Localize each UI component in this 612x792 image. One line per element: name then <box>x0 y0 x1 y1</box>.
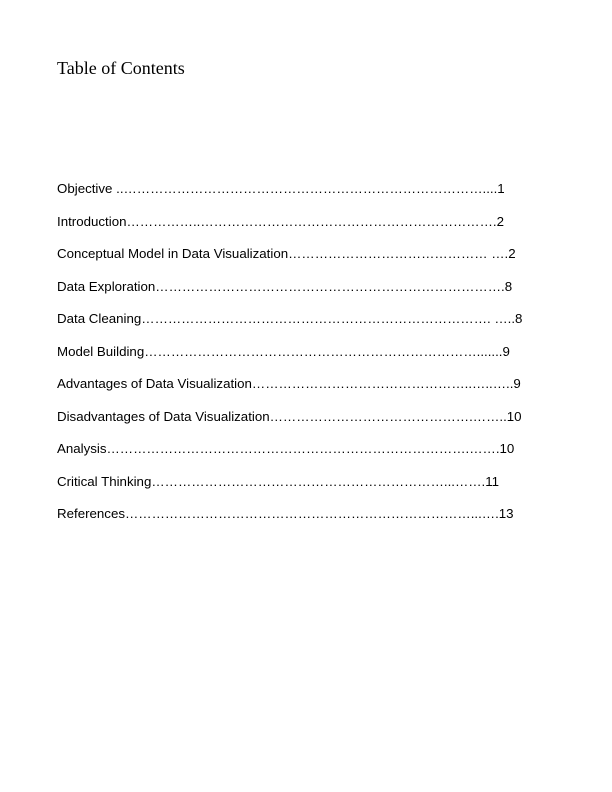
table-of-contents <box>57 180 522 538</box>
toc-entry-introduction: Introduction……………..………………………………………………………….2 <box>57 213 504 229</box>
toc-entry-model-building: Model Building………………………………………………………………….......9 <box>57 343 510 359</box>
toc-entry-references: References……………………………………………………………………...….13 <box>57 506 514 521</box>
toc-entry-conceptual-model: Conceptual Model in Data Visualization……………………………………… ….2 <box>57 246 516 261</box>
toc-entry-data-exploration: Data Exploration…………………………………………………………………….8 <box>57 278 513 294</box>
toc-entry-disadvantages: Disadvantages of Data Visualization……………………………………….……..10 <box>57 408 522 424</box>
toc-entry-data-cleaning: Data Cleaning……………………………………………………………………. …..8 <box>57 311 523 326</box>
toc-entry-critical-thinking: Critical Thinking…………………………………………………………...…….11 <box>57 473 500 489</box>
toc-entry-advantages: Advantages of Data Visualization…………………………………………..…..…..9 <box>57 376 521 391</box>
toc-entry-objective: Objective ..………………………………………………………………………....1 <box>57 181 505 196</box>
toc-entry-analysis: Analysis……………………………………………………………………….…….10 <box>57 441 515 456</box>
page-title: Table of Contents <box>57 58 185 78</box>
